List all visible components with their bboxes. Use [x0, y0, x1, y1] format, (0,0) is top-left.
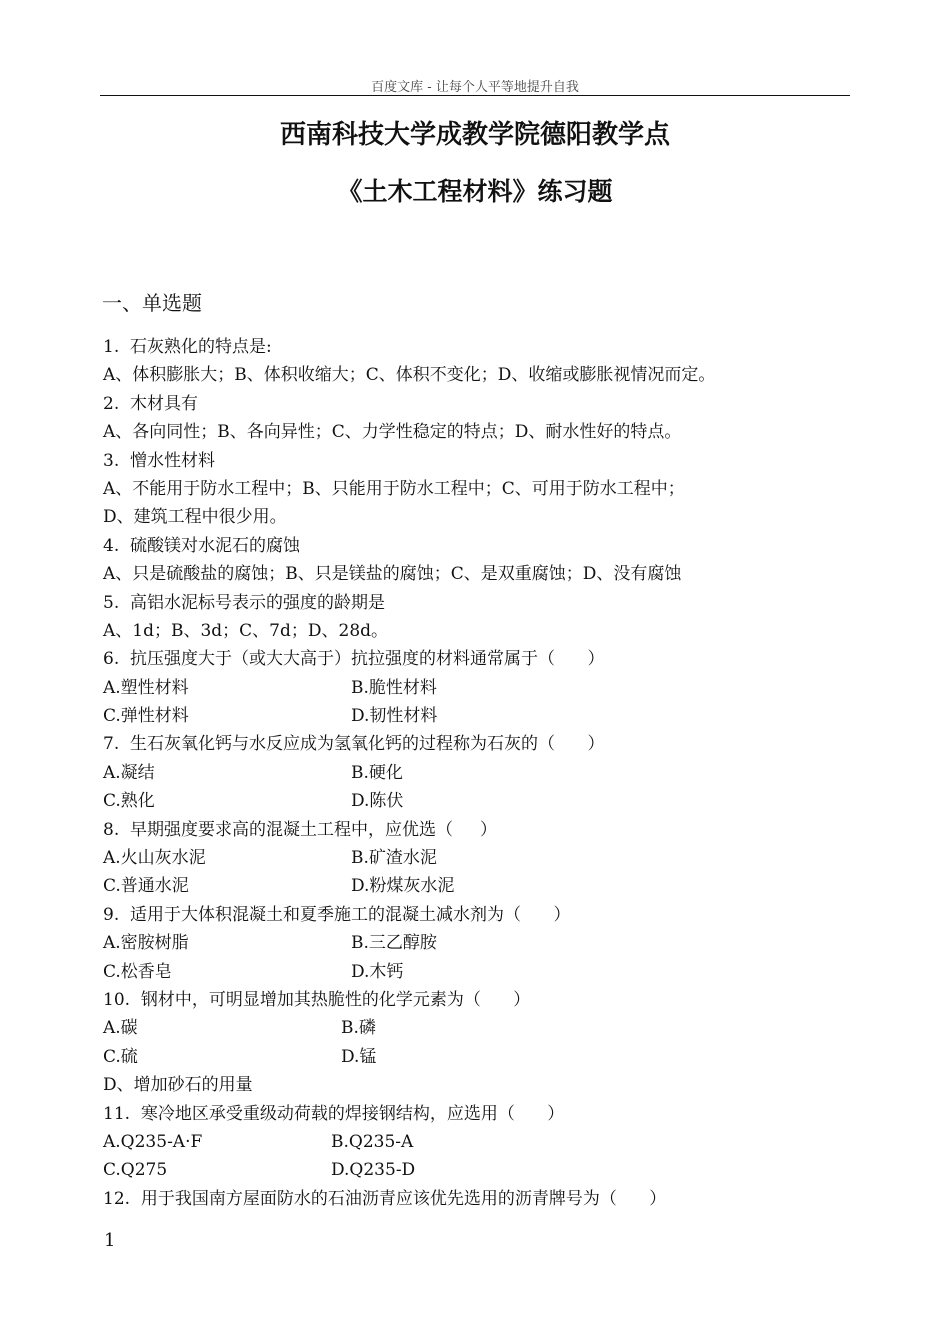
- option-text: C.普通水泥: [103, 876, 189, 897]
- option-text: D.木钙: [351, 961, 404, 982]
- option-text: B.磷: [341, 1018, 376, 1039]
- option-row: [103, 929, 863, 957]
- question-line: 9. 适用于大体积混凝土和夏季施工的混凝土减水剂为（ ）: [103, 904, 571, 925]
- question-line: 10. 钢材中，可明显增加其热脆性的化学元素为（ ）: [103, 989, 531, 1010]
- option-text: B.脆性材料: [351, 677, 437, 698]
- option-text: A.塑性材料: [103, 677, 189, 698]
- option-text: A.火山灰水泥: [103, 848, 206, 869]
- option-row: [103, 1043, 863, 1071]
- option-text: C.熟化: [103, 791, 155, 812]
- option-text: D.陈伏: [351, 791, 404, 812]
- header-divider: [100, 95, 850, 96]
- option-text: B.硬化: [351, 762, 403, 783]
- option-text: C.弹性材料: [103, 706, 189, 727]
- question-line: 7. 生石灰氧化钙与水反应成为氢氧化钙的过程称为石灰的（ ）: [103, 734, 605, 755]
- document-subtitle: 《土木工程材料》练习题: [337, 177, 613, 206]
- question-line: A、1d；B、3d；C、7d；D、28d。: [103, 620, 389, 641]
- question-line: 5. 高铝水泥标号表示的强度的龄期是: [103, 592, 386, 613]
- option-text: C.Q275: [103, 1160, 168, 1181]
- option-row: [103, 958, 863, 986]
- question-line: 3. 憎水性材料: [103, 450, 216, 471]
- question-line: 2. 木材具有: [103, 393, 199, 414]
- option-text: D.Q235-D: [331, 1160, 416, 1181]
- question-line: A、不能用于防水工程中；B、只能用于防水工程中；C、可用于防水工程中；: [103, 478, 685, 499]
- question-line: 8. 早期强度要求高的混凝土工程中，应优选（ ）: [103, 819, 498, 840]
- option-text: D.锰: [341, 1046, 377, 1067]
- option-row: [103, 1128, 863, 1156]
- option-text: D.韧性材料: [351, 706, 438, 727]
- question-line: A、各向同性；B、各向异性；C、力学性稳定的特点；D、耐水性好的特点。: [103, 422, 682, 443]
- option-text: D.粉煤灰水泥: [351, 876, 455, 897]
- option-row: [103, 787, 863, 815]
- question-line: 1. 石灰熟化的特点是:: [103, 337, 272, 357]
- option-row: [103, 702, 863, 730]
- question-line: A、只是硫酸盐的腐蚀；B、只是镁盐的腐蚀；C、是双重腐蚀；D、没有腐蚀: [103, 564, 682, 585]
- question-line: D、建筑工程中很少用。: [103, 507, 287, 528]
- option-text: A.密胺树脂: [103, 933, 189, 954]
- option-text: B.矿渣水泥: [351, 848, 437, 869]
- option-text: A.Q235-A·F: [103, 1131, 203, 1152]
- option-text: A.碳: [103, 1018, 138, 1039]
- option-row: [103, 759, 863, 787]
- option-row: [103, 674, 863, 702]
- option-text: B.Q235-A: [331, 1131, 414, 1152]
- option-row: [103, 872, 863, 900]
- section-heading: 一、单选题: [102, 291, 202, 315]
- document-title: 西南科技大学成教学院德阳教学点: [279, 120, 670, 150]
- option-text: C.硫: [103, 1046, 138, 1067]
- option-row: [103, 844, 863, 872]
- question-line: 4. 硫酸镁对水泥石的腐蚀: [103, 535, 301, 556]
- question-line: A、体积膨胀大；B、体积收缩大；C、体积不变化；D、收缩或膨胀视情况而定。: [103, 365, 716, 386]
- question-list: [103, 333, 863, 1213]
- option-row: [103, 1156, 863, 1184]
- option-text: B.三乙醇胺: [351, 933, 437, 954]
- page-number: 1: [104, 1230, 116, 1251]
- option-text: A.凝结: [103, 762, 155, 783]
- question-line: 6. 抗压强度大于（或大大高于）抗拉强度的材料通常属于（ ）: [103, 649, 605, 670]
- question-line: D、增加砂石的用量: [103, 1075, 253, 1096]
- question-line: 12. 用于我国南方屋面防水的石油沥青应该优先选用的沥青牌号为（ ）: [103, 1188, 667, 1209]
- option-text: C.松香皂: [103, 961, 172, 982]
- question-line: 11. 寒冷地区承受重级动荷载的焊接钢结构，应选用（ ）: [103, 1103, 565, 1124]
- page-header: 百度文库 - 让每个人平等地提升自我: [371, 80, 579, 95]
- option-row: [103, 1014, 863, 1042]
